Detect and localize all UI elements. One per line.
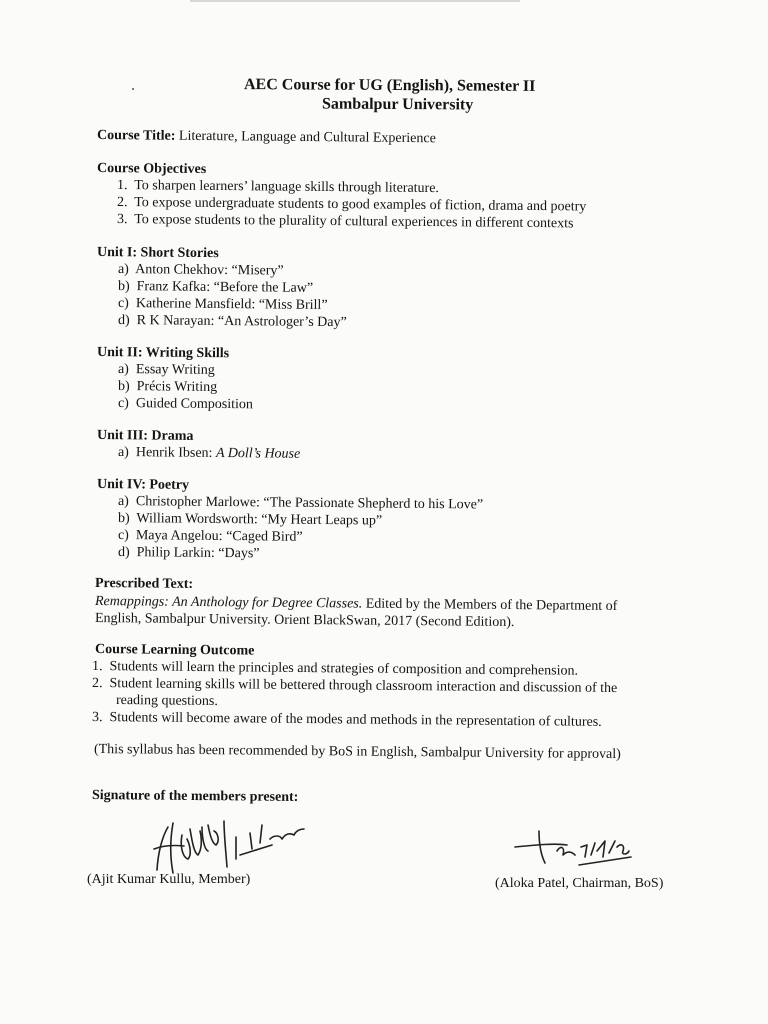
outcome-text: Student learning skills will be bettered through classroom interaction and discussion of the — [109, 676, 618, 697]
unit3-heading: Unit III: Drama — [96, 428, 194, 444]
objective-text: To sharpen learners’ language skills through literature. — [134, 178, 440, 197]
unit2-item-text: Essay Writing — [135, 362, 215, 378]
unit1-item — [118, 313, 347, 331]
scan-speck — [132, 88, 134, 90]
list-marker: d) — [117, 545, 130, 561]
unit4-item-text: Maya Angelou: “Caged Bird” — [135, 528, 303, 545]
university-name: Sambalpur University — [321, 95, 474, 114]
prescribed-heading: Prescribed Text: — [94, 576, 194, 592]
unit4-item — [118, 528, 303, 546]
unit4-item-text: William Wordsworth: “My Heart Leaps up” — [136, 511, 383, 529]
scan-edge-line — [190, 0, 520, 2]
unit3-item — [118, 445, 300, 463]
recommendation-note: (This syllabus has been recommended by BoS in English, Sambalpur University for approval) — [93, 742, 621, 763]
list-marker: a) — [117, 445, 129, 461]
list-marker: c) — [117, 528, 129, 544]
list-marker: d) — [117, 313, 130, 329]
outcome-item — [92, 710, 602, 731]
course-title-label: Course Title: — [96, 128, 176, 144]
list-marker: c) — [117, 296, 129, 312]
chairman-name: (Aloka Patel, Chairman, BoS) — [495, 876, 664, 891]
unit1-item-text: Anton Chekhov: “Misery” — [135, 262, 284, 279]
signatures-heading: Signature of the members present: — [91, 788, 299, 805]
unit4-item — [118, 511, 382, 530]
prescribed-line-2: English, Sambalpur University. Orient BlackSwan, 2017 (Second Edition). — [94, 611, 515, 631]
unit2-item-text: Guided Composition — [135, 396, 254, 413]
list-marker: 1. — [116, 178, 128, 194]
course-title-line — [97, 128, 436, 147]
list-marker: a) — [117, 262, 129, 278]
list-marker: b) — [117, 379, 130, 395]
member-name: (Ajit Kumar Kullu, Member) — [87, 872, 251, 887]
unit1-item — [118, 262, 284, 280]
unit1-item-text: R K Narayan: “An Astrologer’s Day” — [136, 313, 347, 331]
list-marker: 3. — [91, 710, 103, 726]
course-title-value: Literature, Language and Cultural Experience — [178, 128, 436, 147]
unit2-item — [118, 362, 215, 379]
play-title: A Doll’s House — [215, 445, 301, 462]
outcome-text: Students will become aware of the modes and methods in the representation of cultures. — [109, 710, 602, 730]
unit4-heading: Unit IV: Poetry — [96, 477, 190, 493]
unit1-heading: Unit I: Short Stories — [96, 245, 219, 262]
list-marker: 3. — [116, 212, 128, 228]
list-marker: b) — [117, 511, 130, 527]
objectives-heading: Course Objectives — [96, 161, 207, 178]
unit1-item — [118, 279, 313, 297]
list-marker: a) — [117, 362, 129, 378]
list-marker: c) — [117, 396, 129, 412]
prescribed-editors: Edited by the Members of the Department of — [362, 596, 618, 615]
unit1-item-text: Franz Kafka: “Before the Law” — [136, 279, 314, 296]
unit3-item-text: Henrik Ibsen: — [135, 445, 217, 461]
unit1-item-text: Katherine Mansfield: “Miss Brill” — [135, 296, 328, 314]
list-marker: 2. — [91, 676, 103, 692]
unit4-item — [118, 545, 260, 562]
unit2-item — [118, 379, 217, 396]
anthology-title: Remappings: An Anthology for Degree Classes. — [94, 594, 363, 612]
list-marker: a) — [117, 494, 129, 510]
outcome-text: Students will learn the principles and strategies of composition and comprehension. — [109, 659, 579, 679]
objective-item — [117, 178, 439, 197]
outcome-item-continued: reading questions. — [115, 693, 218, 709]
objective-text: To expose students to the plurality of cultural experiences in different contexts — [134, 212, 574, 232]
signature-member-handwriting — [140, 815, 315, 880]
list-marker: 2. — [116, 195, 128, 211]
objective-item — [117, 212, 574, 232]
unit2-heading: Unit II: Writing Skills — [96, 345, 230, 362]
unit4-item-text: Christopher Marlowe: “The Passionate Shepherd to his Love” — [135, 494, 484, 513]
list-marker: 1. — [91, 659, 103, 675]
unit2-item-text: Précis Writing — [136, 379, 218, 395]
unit4-item-text: Philip Larkin: “Days” — [136, 545, 260, 562]
unit2-item — [118, 396, 253, 413]
list-marker: b) — [117, 279, 130, 295]
outcomes-heading: Course Learning Outcome — [94, 642, 255, 659]
objective-text: To expose undergraduate students to good examples of fiction, drama and poetry — [134, 195, 587, 215]
unit1-item — [118, 296, 328, 314]
document-title: AEC Course for UG (English), Semester II — [243, 76, 536, 95]
